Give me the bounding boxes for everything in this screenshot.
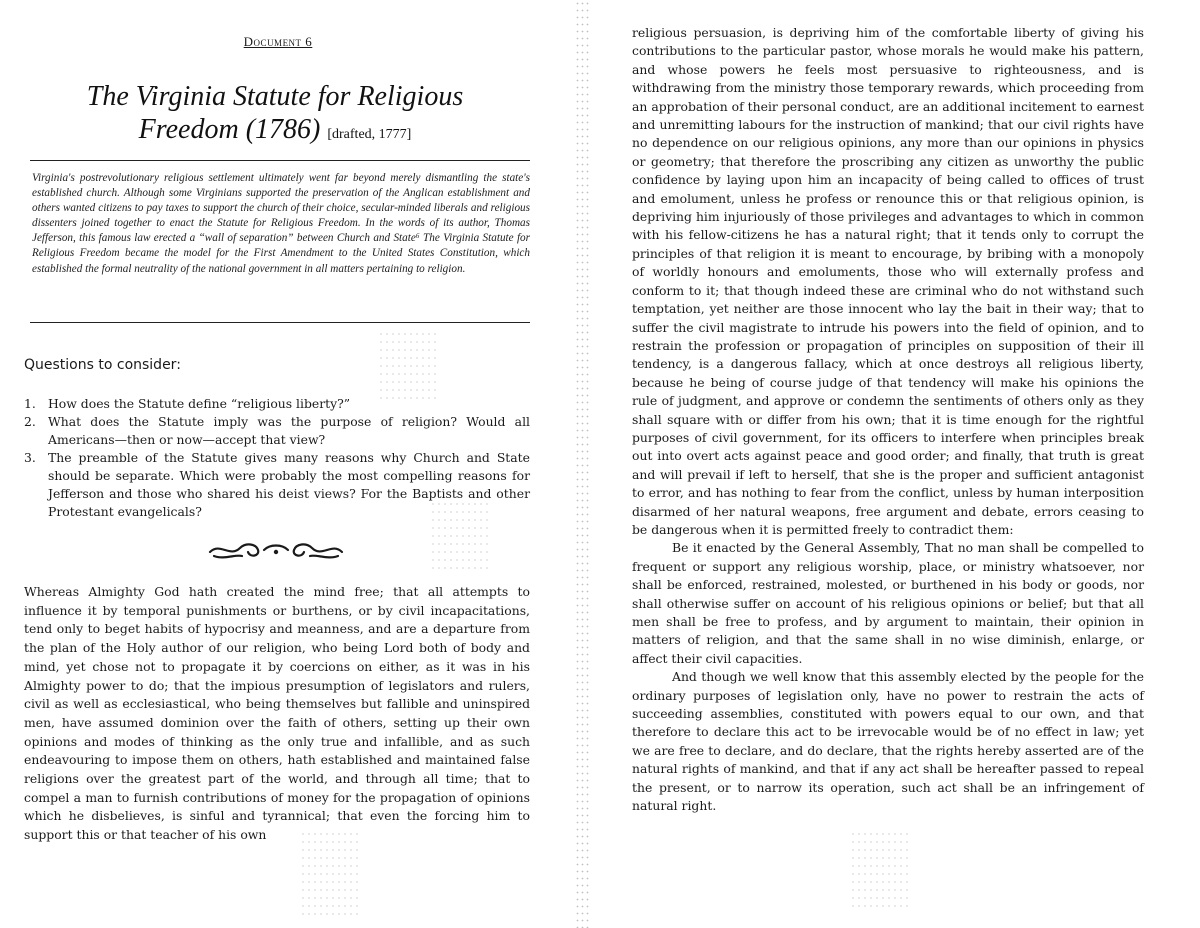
statute-paragraph: And though we well know that this assembly elected by the people for the ordinary purposes of legislation only, have no power to restrain the acts of succeeding assemblies, constituted with powers equal to our own, and that therefore to declare this act to be irrevocable would be of no effect in law; yet we are free to declare, and do declare, that the rights hereby asserted are of the natural rights of mankind, and that if any act shall be hereafter passed to repeal the present, or to narrow its operation, such act shall be an infringement of natural right. (632, 669, 1144, 814)
title-dates: [drafted, 1777] (327, 127, 412, 142)
intro-paragraph: Virginia's postrevolutionary religious settlement ultimately went far beyond merely dismantling the state's established church. Although some Virginians supported the preservation of the Anglican establishment and others wanted citizens to pay taxes to support the church of their choice, secular-minded liberals and religious dissenters joined together to enact the Statute for Religious Freedom. In the words of its author, Thomas Jefferson, this famous law erected a “wall of separation” between Church and State⁶ The Virginia Statute for Religious Freedom became the model for the First Amendment to the United States Constitution, which established the formal neutrality of the national government in all matters pertaining to religion. (32, 172, 530, 275)
statute-paragraph: Be it enacted by the General Assembly, That no man shall be compelled to frequent or support any religious worship, place, or ministry whatsoever, nor shall be enforced, restrained, molested, or burthened in his body or goods, nor shall otherwise suffer on account of his religious opinions or belief; but that all men shall be free to profess, and by argument to maintain, their opinion in matters of religion, and that the same shall in no wise diminish, enlarge, or affect their civil capacities. (632, 540, 1144, 666)
page-gutter (575, 0, 589, 928)
right-page (632, 0, 1152, 928)
page-title (40, 80, 510, 151)
question-number: 3. (24, 450, 36, 465)
question-text: What does the Statute imply was the purpose of religion? Would all Americans—then or now—accept that view? (48, 414, 530, 447)
statute-body-left: Whereas Almighty God hath created the mind free; that all attempts to influence it by temporal punishments or burthens, or by civil incapacitations, tend only to beget habits of hypocrisy and meanness, and are a departure from the plan of the Holy author of our religion, who being Lord both of body and mind, yet chose not to propagate it by coercions on either, as it was in his Almighty power to do; that the impious presumption of legislators and rulers, civil as well as ecclesiastical, who being themselves but fallible and uninspired men, have assumed dominion over the faith of others, setting up their own opinions and modes of thinking as the only true and infallible, and as such endeavouring to impose them on others, hath established and maintained false religions over the greatest part of the world, and through all time; that to compel a man to furnish contributions of money for the propagation of opinions which he disbelieves, is sinful and tyrannical; that even the forcing him to support this or that teacher of his own (24, 584, 530, 843)
scan-noise (378, 330, 438, 400)
question-number: 1. (24, 396, 36, 411)
statute-paragraph: religious persuasion, is depriving him of the comfortable liberty of giving his contributions to the particular pastor, whose morals he would make his pattern, and whose powers he feels most persuasive to righteousness, and is withdrawing from the ministry those temporary rewards, which proceeding from an approbation of their personal conduct, are an additional incitement to earnest and unremitting labours for the instruction of mankind; that our civil rights have no dependence on our religious opinions, any more than our opinions in physics or geometry; that therefore the proscribing any citizen as unworthy the public confidence by laying upon him an incapacity of being called to offices of trust and emolument, unless he profess or renounce this or that religious opinion, is depriving him injuriously of those privileges and advantages to which in common with his fellow-citizens he has a natural right; that it tends only to corrupt the principles of that religion it is meant to encourage, by bribing with a monopoly of worldly honours and emoluments, those who will externally profess and conform to it; that though indeed these are criminal who do not withstand such temptation, yet neither are those innocent who lay the bait in their way; that to suffer the civil magistrate to intrude his powers into the field of opinion, and to restrain the profession or propagation of principles on supposition of their ill tendency, is a dangerous fallacy, which at once destroys all religious liberty, because he being of course judge of that tendency will make his opinions the rule of judgment, and approve or condemn the sentiments of others only as they shall square with or differ from his own; that it is time enough for the rightful purposes of civil government, for its officers to interfere when principles break out into overt acts against peace and good order; and finally, that truth is great and will prevail if left to herself, that she is the proper and sufficient antagonist to error, and has nothing to fear from the conflict, unless by human interposition disarmed of her natural weapons, free argument and debate, errors ceasing to be dangerous when it is permitted freely to contradict them: (632, 25, 1144, 537)
question-text: How does the Statute define “religious liberty?” (48, 396, 351, 411)
bottom-rule (30, 322, 530, 323)
scan-noise (300, 830, 360, 920)
question-text: The preamble of the Statute gives many reasons why Church and State should be separate. Which were probably the most compelling reasons for Jefferson and those who shared his deist views? For the Baptists and other Protestant evangelicals? (48, 450, 530, 519)
questions-heading: Questions to consider: (24, 357, 181, 373)
question-item (24, 395, 530, 413)
question-number: 2. (24, 414, 36, 429)
scan-noise (430, 500, 490, 570)
question-item (24, 413, 530, 449)
document-label: Document 6 (243, 34, 313, 49)
statute-body-right (632, 24, 1144, 815)
title-main: The Virginia Statute for Religious Freedom (1786) (86, 81, 464, 145)
left-page (0, 0, 560, 928)
flourish-ornament-icon (206, 538, 346, 562)
top-rule (30, 160, 530, 161)
